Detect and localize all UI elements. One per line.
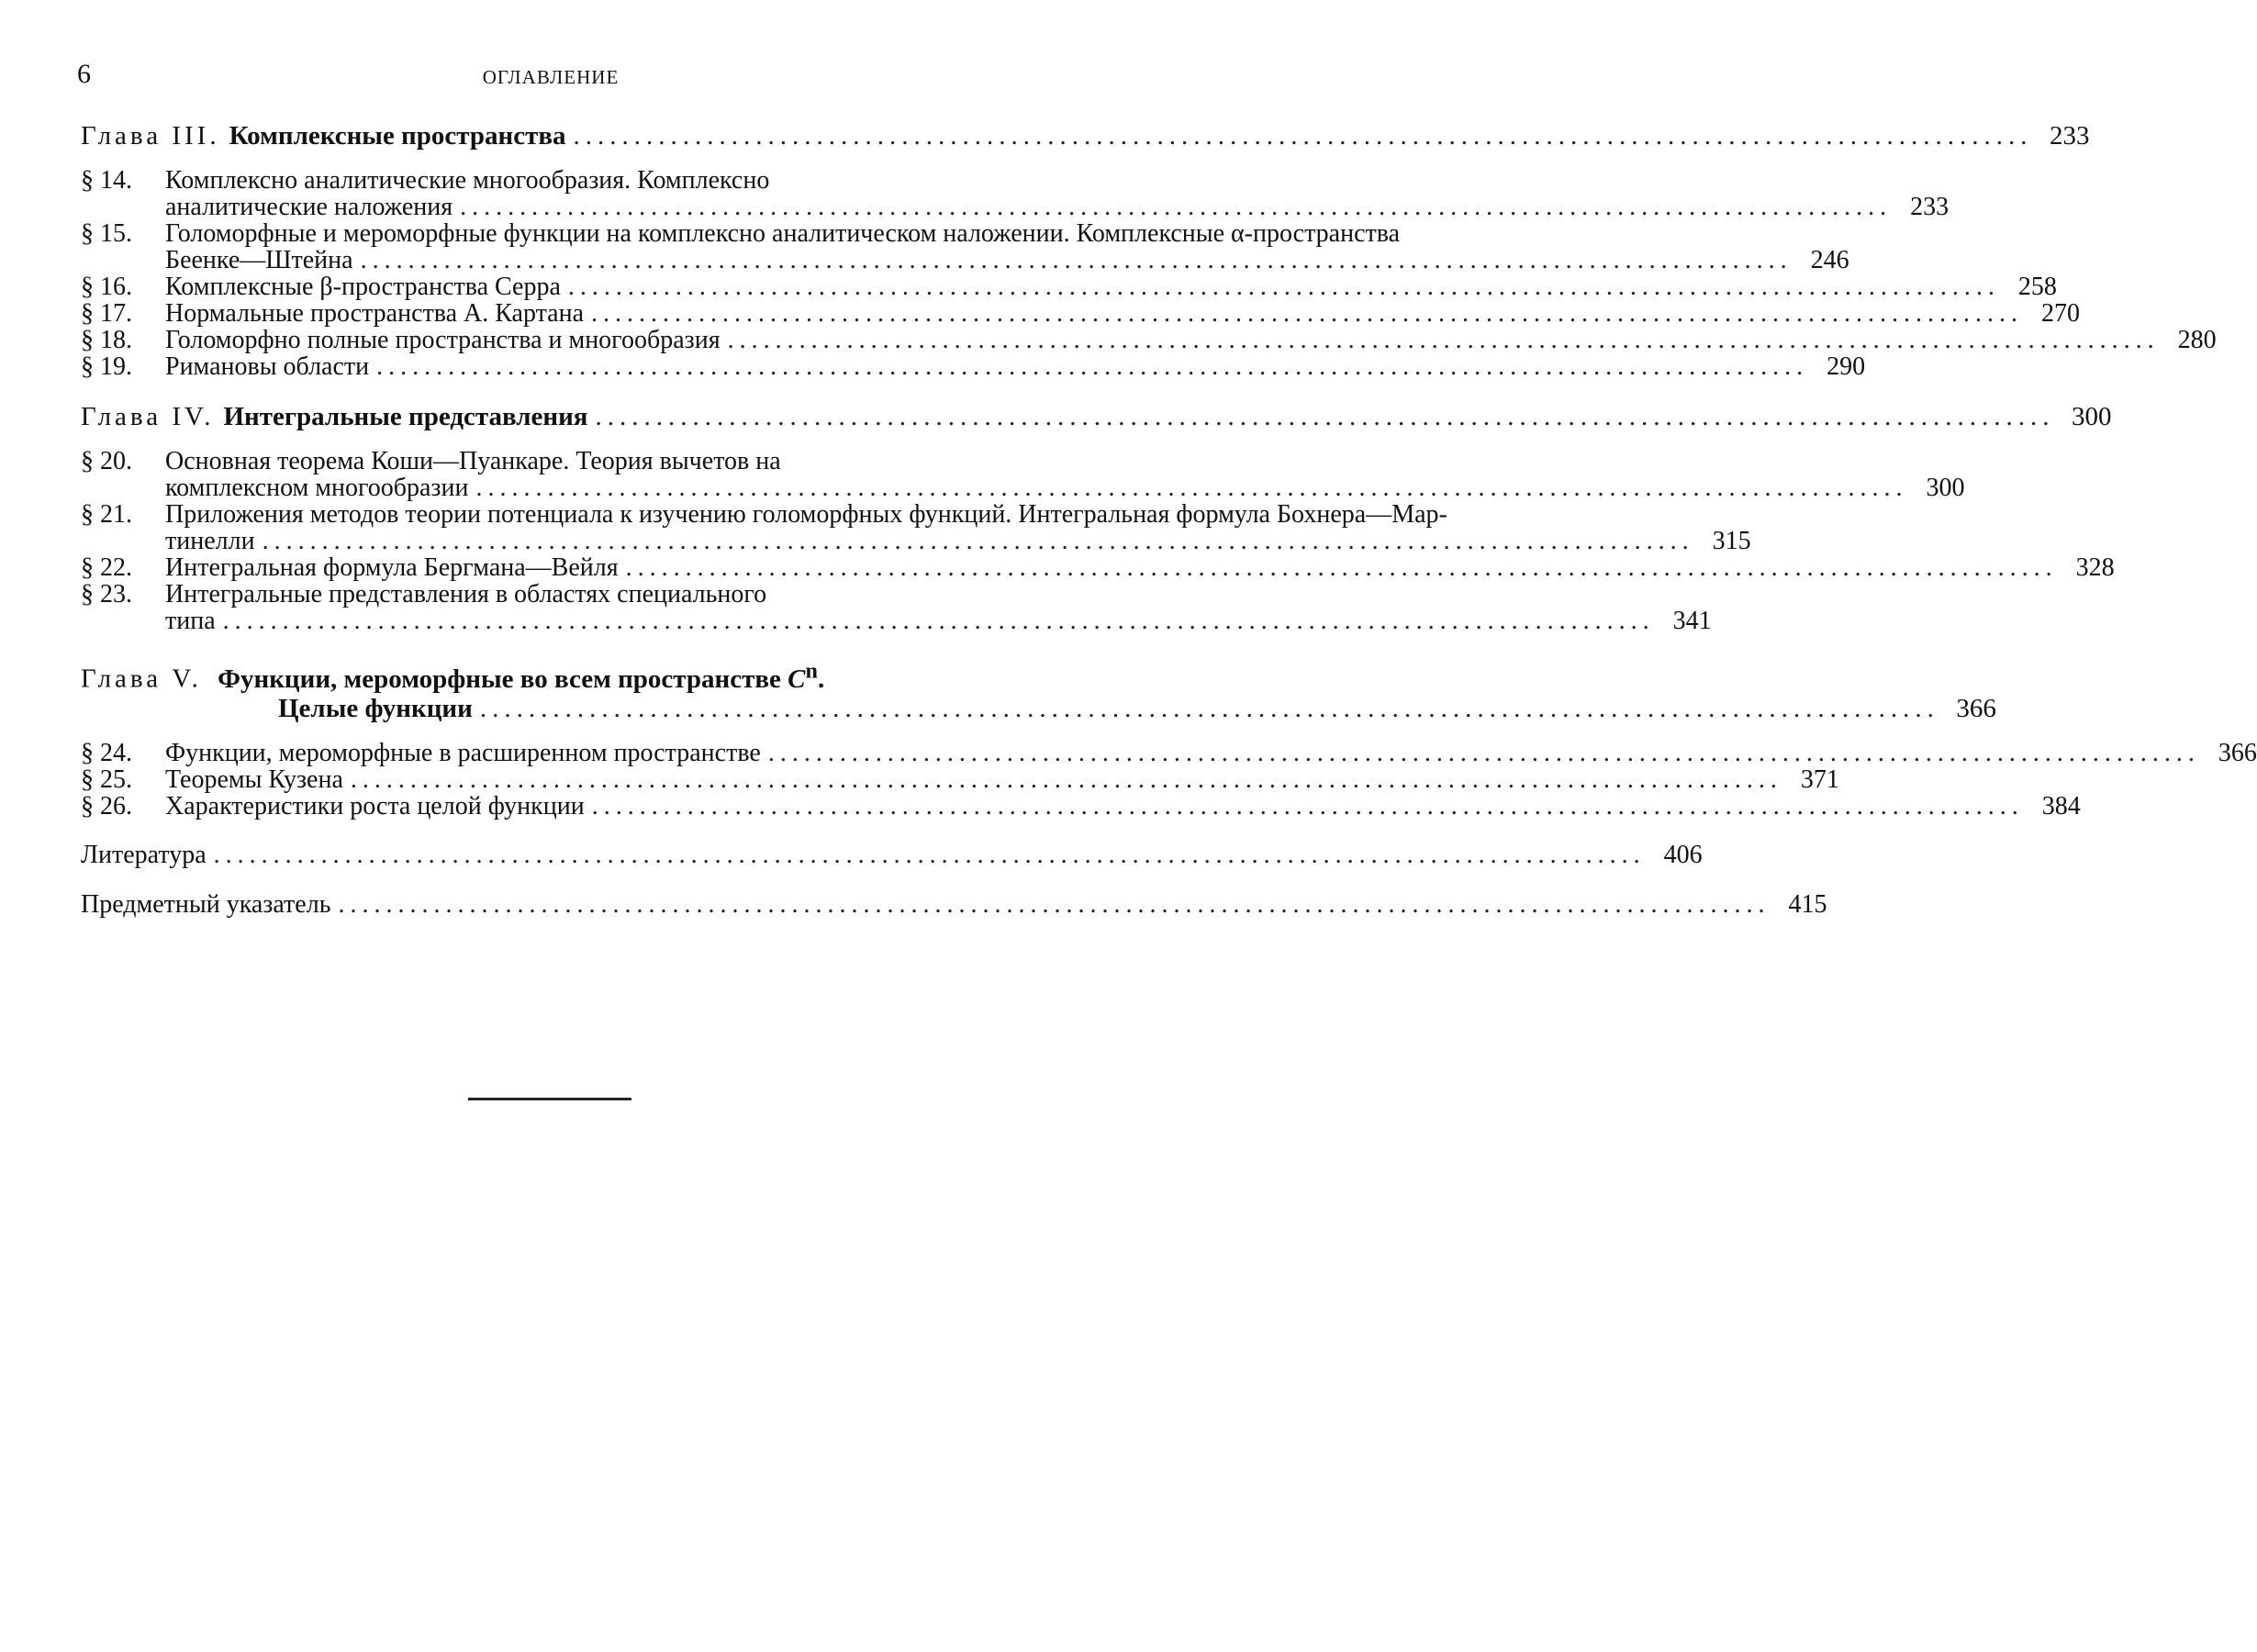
section-number: § 16.	[81, 273, 132, 301]
section-page: 280	[2177, 326, 2217, 354]
toc-section-21[interactable]	[81, 500, 1751, 555]
section-page: 384	[2041, 791, 2081, 820]
toc-section-14[interactable]	[81, 166, 1950, 221]
section-page: 246	[1810, 246, 1849, 274]
section-number: § 26.	[81, 791, 132, 820]
section-page: 366	[2218, 738, 2257, 767]
chapter-page: 233	[2049, 121, 2090, 151]
toc-section-25[interactable]	[81, 765, 1839, 794]
section-page: 233	[1910, 193, 1950, 221]
section-number: § 18.	[81, 326, 132, 354]
section-title: Приложения методов теории потенциала к изучению голоморфных функций. Интегральная формула Бохнера—Мар-	[165, 500, 1447, 529]
toc-section-23[interactable]	[81, 580, 1712, 635]
toc-section-19[interactable]	[81, 352, 1866, 381]
dot-leader: ........................................................................................................................	[479, 693, 1939, 723]
endmatter-page: 406	[1663, 840, 1703, 869]
section-page: 341	[1672, 607, 1712, 635]
section-title: Интегральная формула Бергмана—Вейля	[165, 553, 619, 582]
end-rule	[468, 1098, 631, 1100]
chapter-title: Функции, мероморфные во всем пространстве $C^n$.	[218, 658, 825, 694]
endmatter-label: Литература	[81, 840, 207, 869]
dot-leader: ........................................................................................................................	[573, 121, 2033, 151]
chapter-label: Глава IV.	[81, 402, 215, 431]
page-number: 6	[77, 59, 91, 89]
dot-leader: ........................................................................................................................	[625, 553, 2058, 582]
section-title: Основная теорема Коши—Пуанкаре. Теория вычетов на	[165, 447, 781, 475]
section-number: § 23.	[81, 580, 132, 608]
toc-section-18[interactable]	[81, 326, 2217, 354]
section-page: 258	[2017, 273, 2057, 301]
chapter-5-heading[interactable]	[81, 656, 1996, 723]
dot-leader: ........................................................................................................................	[262, 527, 1694, 555]
section-title: Комплексно аналитические многообразия. Комплексно	[165, 166, 770, 195]
section-page: 290	[1827, 352, 1866, 381]
dot-leader: ........................................................................................................................	[595, 402, 2055, 431]
chapter-title: Комплексные пространства	[229, 121, 566, 151]
dot-leader: ........................................................................................................................	[567, 273, 2000, 301]
section-title: Римановы области	[165, 352, 370, 381]
chapter-label: Глава III.	[81, 121, 220, 151]
dot-leader: ........................................................................................................................	[591, 791, 2024, 820]
chapter-4-heading[interactable]	[81, 402, 2112, 431]
section-title: Голоморфные и мероморфные функции на комплексно аналитическом наложении. Комплексные α-пространства	[165, 219, 1401, 248]
chapter-page: 366	[1956, 693, 1996, 723]
chapter-title-line2: Целые функции	[278, 693, 473, 723]
dot-leader: ........................................................................................................................	[376, 352, 1809, 381]
section-title: Нормальные пространства А. Картана	[165, 299, 585, 328]
running-head: ОГЛАВЛЕНИЕ	[482, 66, 620, 88]
section-number: § 15.	[81, 219, 132, 248]
section-page: 328	[2075, 553, 2115, 582]
section-number: § 17.	[81, 299, 132, 328]
section-title-end: типа	[165, 607, 216, 635]
section-title-end: комплексном многообразии	[165, 474, 469, 502]
toc-section-15[interactable]	[81, 219, 1849, 274]
chapter-3-heading[interactable]	[81, 121, 2090, 151]
dot-leader: ........................................................................................................................	[591, 299, 2024, 328]
toc-section-20[interactable]	[81, 447, 1965, 502]
toc-section-24[interactable]	[81, 738, 2257, 767]
section-page: 270	[2041, 299, 2081, 328]
toc-bibliography[interactable]	[81, 840, 1703, 869]
endmatter-label: Предметный указатель	[81, 889, 331, 919]
dot-leader: ........................................................................................................................	[360, 246, 1793, 274]
toc-section-16[interactable]	[81, 273, 2057, 301]
dot-leader: ........................................................................................................................	[222, 607, 1655, 635]
section-title: Интегральные представления в областях специального	[165, 580, 767, 608]
toc-section-26[interactable]	[81, 791, 2081, 820]
dot-leader: ........................................................................................................................	[338, 889, 1771, 919]
dot-leader: ........................................................................................................................	[767, 738, 2200, 767]
section-page: 315	[1712, 527, 1751, 555]
section-number: § 20.	[81, 447, 132, 475]
section-number: § 19.	[81, 352, 132, 381]
table-of-contents	[81, 121, 2257, 919]
section-page: 300	[1926, 474, 1965, 502]
section-title: Характеристики роста целой функции	[165, 791, 585, 820]
section-number: § 21.	[81, 500, 132, 529]
chapter-title: Интегральные представления	[223, 402, 588, 431]
section-number: § 14.	[81, 166, 132, 195]
chapter-label: Глава V.	[81, 664, 202, 694]
section-title: Функции, мероморфные в расширенном пространстве	[165, 738, 761, 767]
section-title: Теоремы Кузена	[165, 765, 343, 794]
dot-leader: ........................................................................................................................	[475, 474, 1908, 502]
dot-leader: ........................................................................................................................	[213, 840, 1646, 869]
section-number: § 22.	[81, 553, 132, 582]
section-title: Голоморфно полные пространства и многообразия	[165, 326, 721, 354]
chapter-title-line1: Функции, мероморфные во всем пространстве	[218, 664, 781, 694]
toc-section-22[interactable]	[81, 553, 2115, 582]
endmatter-page: 415	[1788, 889, 1827, 919]
space-dimension: n	[805, 658, 818, 683]
section-title-end: тинелли	[165, 527, 255, 555]
section-page: 371	[1800, 765, 1839, 794]
section-title: Комплексные β-пространства Серра	[165, 273, 561, 301]
dot-leader: ........................................................................................................................	[727, 326, 2160, 354]
dot-leader: ........................................................................................................................	[350, 765, 1782, 794]
section-title-end: аналитические наложения	[165, 193, 453, 221]
space-symbol: C	[788, 664, 806, 694]
section-title-end: Беенке—Штейна	[165, 246, 353, 274]
section-number: § 25.	[81, 765, 132, 794]
toc-subject-index[interactable]	[81, 889, 1827, 919]
section-number: § 24.	[81, 738, 132, 767]
toc-section-17[interactable]	[81, 299, 2081, 328]
chapter-page: 300	[2072, 402, 2112, 431]
dot-leader: ........................................................................................................................	[460, 193, 1893, 221]
